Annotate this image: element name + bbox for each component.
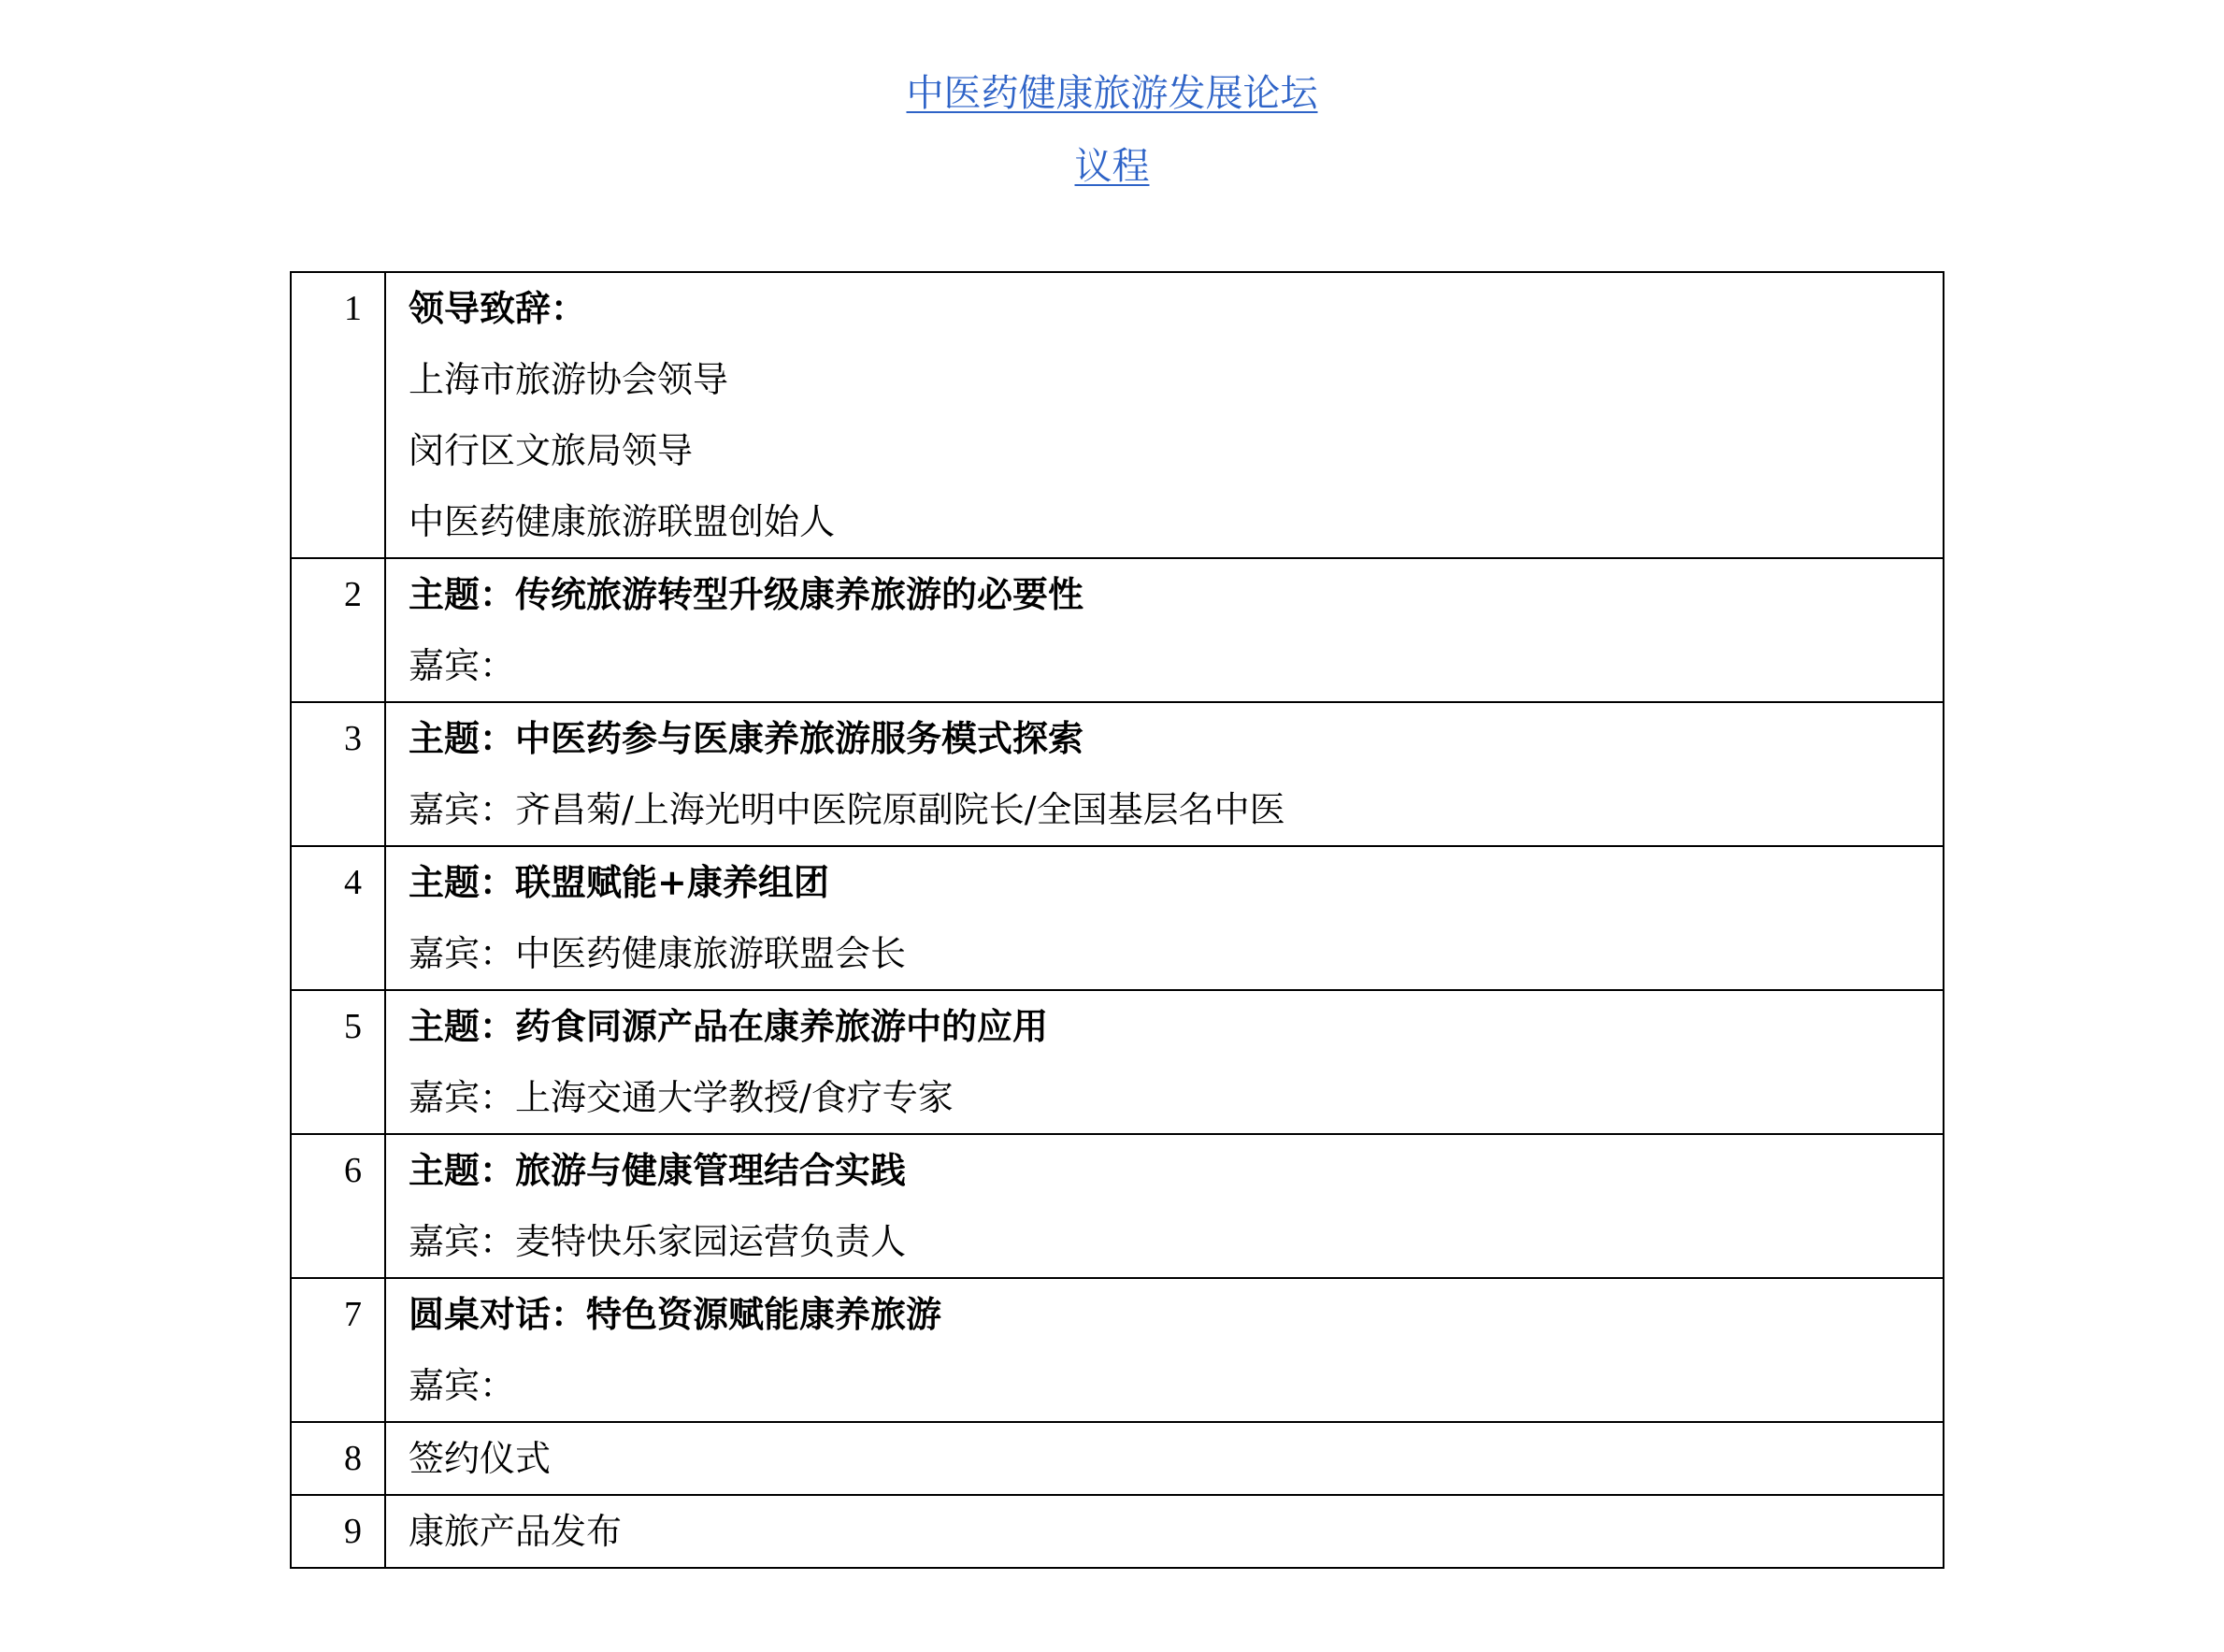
- agenda-item-number: 3: [291, 702, 385, 846]
- agenda-item-number: 8: [291, 1422, 385, 1495]
- page-subtitle-container: [0, 136, 2224, 190]
- agenda-item-content: [385, 990, 1944, 1134]
- agenda-item-heading: 主题：药食同源产品在康养旅游中的应用: [409, 1005, 1049, 1047]
- agenda-item-content: [385, 272, 1944, 558]
- agenda-table: [290, 271, 1944, 1569]
- agenda-row: [291, 846, 1944, 990]
- agenda-item-heading: 主题：中医药参与医康养旅游服务模式探索: [409, 717, 1084, 759]
- agenda-row: [291, 702, 1944, 846]
- agenda-row: [291, 1495, 1944, 1568]
- agenda-item-detail: 嘉宾：: [409, 1365, 516, 1406]
- agenda-item-heading: 领导致辞：: [409, 287, 587, 329]
- page-title-container: [0, 64, 2224, 117]
- agenda-row: [291, 272, 1944, 558]
- agenda-item-detail: 嘉宾：麦特快乐家园运营负责人: [409, 1221, 907, 1262]
- agenda-item-content: [385, 846, 1944, 990]
- page-subtitle-link[interactable]: 议程: [1074, 145, 1150, 188]
- agenda-item-content: [385, 558, 1944, 702]
- agenda-item-content: [385, 1278, 1944, 1422]
- agenda-row: [291, 1422, 1944, 1495]
- agenda-row: [291, 1134, 1944, 1278]
- agenda-item-heading: 圆桌对话：特色资源赋能康养旅游: [409, 1293, 942, 1335]
- agenda-item-number: 7: [291, 1278, 385, 1422]
- agenda-item-heading: 签约仪式: [409, 1438, 552, 1479]
- agenda-row: [291, 1278, 1944, 1422]
- agenda-item-heading: 主题：联盟赋能+康养组团: [409, 861, 829, 903]
- agenda-item-content: [385, 1495, 1944, 1568]
- agenda-item-content: [385, 702, 1944, 846]
- agenda-item-detail: 嘉宾：上海交通大学教授/食疗专家: [409, 1077, 954, 1118]
- agenda-item-number: 2: [291, 558, 385, 702]
- agenda-item-number: 6: [291, 1134, 385, 1278]
- agenda-item-heading: 主题：传统旅游转型升级康养旅游的必要性: [409, 573, 1084, 615]
- agenda-item-detail: 嘉宾：: [409, 645, 516, 686]
- agenda-item-detail: 闵行区文旅局领导: [409, 430, 694, 471]
- agenda-item-detail: 嘉宾：齐昌菊/上海光明中医院原副院长/全国基层名中医: [409, 789, 1285, 830]
- agenda-item-number: 4: [291, 846, 385, 990]
- agenda-item-number: 5: [291, 990, 385, 1134]
- agenda-item-detail: 上海市旅游协会领导: [409, 359, 729, 400]
- agenda-item-heading: 主题：旅游与健康管理结合实践: [409, 1149, 907, 1191]
- agenda-row: [291, 558, 1944, 702]
- agenda-item-content: [385, 1422, 1944, 1495]
- agenda-item-heading: 康旅产品发布: [409, 1511, 623, 1552]
- agenda-item-content: [385, 1134, 1944, 1278]
- agenda-item-detail: 嘉宾：中医药健康旅游联盟会长: [409, 933, 907, 974]
- agenda-item-detail: 中医药健康旅游联盟创始人: [409, 501, 836, 542]
- agenda-item-number: 1: [291, 272, 385, 558]
- page-title-link[interactable]: 中医药健康旅游发展论坛: [906, 72, 1318, 115]
- agenda-item-number: 9: [291, 1495, 385, 1568]
- agenda-row: [291, 990, 1944, 1134]
- agenda-table-body: [291, 272, 1944, 1568]
